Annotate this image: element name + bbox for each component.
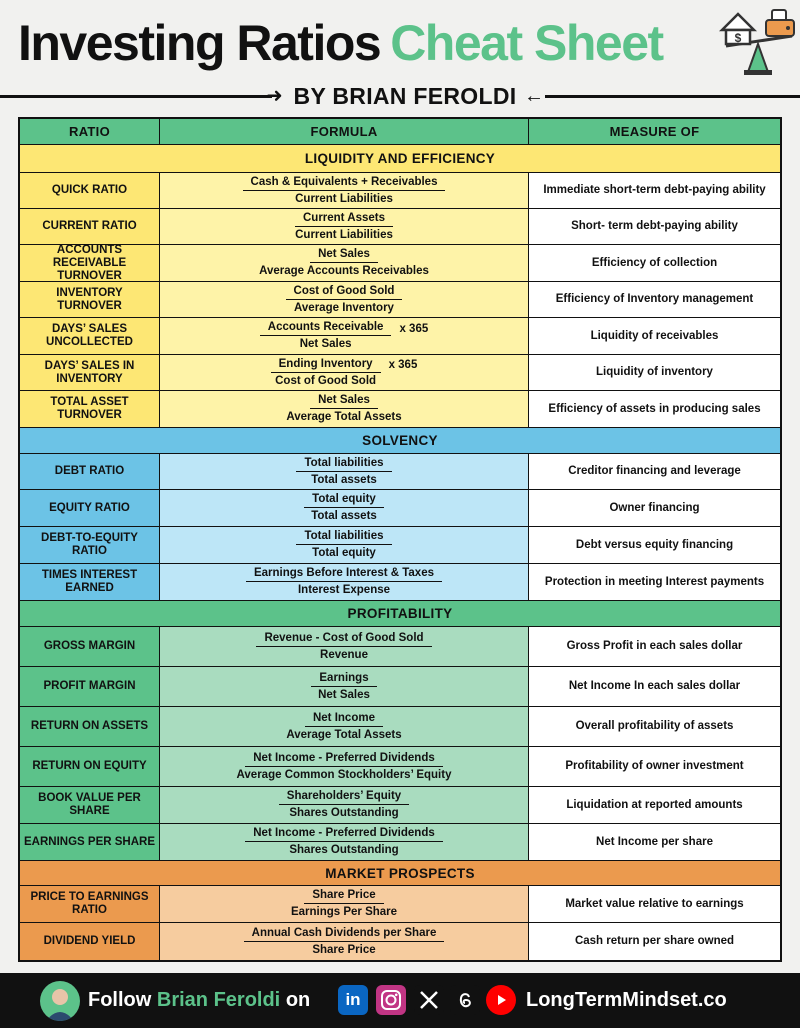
fraction: [304, 493, 384, 523]
linkedin-icon[interactable]: [338, 985, 368, 1015]
table-row: [20, 824, 780, 861]
ratio-name: CURRENT RATIO: [20, 209, 160, 244]
multiplier: x 365: [388, 359, 418, 371]
ratio-name: DAYS’ SALES IN INVENTORY: [20, 355, 160, 390]
table-row: [20, 490, 780, 527]
table-row: [20, 391, 780, 428]
denominator: Total equity: [312, 547, 376, 559]
formula: [160, 707, 529, 746]
formula: [160, 318, 529, 354]
formula-wrap: [296, 457, 391, 487]
denominator: Cost of Good Sold: [275, 374, 377, 387]
fraction: [246, 567, 442, 597]
measure: Net Income In each sales dollar: [529, 667, 780, 706]
follow-suffix: on: [285, 989, 311, 1011]
section-header-row: [20, 861, 780, 886]
table-row: [20, 355, 780, 391]
ratio-name: QUICK RATIO: [20, 173, 160, 208]
table-row: [20, 627, 780, 667]
formula-wrap: [244, 927, 445, 957]
fraction: [286, 285, 403, 315]
arrow-left-icon: ←: [524, 85, 544, 107]
table-row: [20, 282, 780, 318]
measure: Gross Profit in each sales dollar: [529, 627, 780, 666]
formula: [160, 490, 529, 526]
ratio-name: PRICE TO EARNINGS RATIO: [20, 886, 160, 922]
denominator: Interest Expense: [297, 584, 391, 596]
formula: [160, 391, 529, 427]
numerator: Net Income - Preferred Dividends: [245, 752, 443, 767]
follow-prefix: Follow: [88, 989, 152, 1011]
denominator: Average Inventory: [294, 301, 394, 314]
table-row: [20, 209, 780, 245]
measure: Overall profitability of assets: [529, 707, 780, 746]
title-part1: Investing Ratios: [18, 15, 381, 71]
numerator: Shareholders’ Equity: [279, 790, 409, 805]
formula: [160, 209, 529, 244]
byline-row: [0, 82, 800, 110]
ratio-name: DEBT RATIO: [20, 454, 160, 489]
measure: Protection in meeting Interest payments: [529, 564, 780, 600]
formula: [160, 787, 529, 823]
section-title: SOLVENCY: [20, 428, 780, 453]
avatar: [40, 981, 80, 1021]
fraction: [311, 672, 376, 702]
fraction: [243, 176, 446, 206]
byline: BY BRIAN FEROLDI: [293, 83, 517, 109]
formula: [160, 564, 529, 600]
ratio-name: EARNINGS PER SHARE: [20, 824, 160, 860]
numerator: Net Income: [305, 712, 383, 727]
denominator: Average Total Assets: [286, 411, 402, 423]
linkedin-label: in: [345, 990, 361, 1009]
table-row: [20, 787, 780, 824]
table-row: [20, 564, 780, 601]
formula-wrap: [311, 672, 376, 702]
section-header-row: [20, 428, 780, 454]
ratio-name: GROSS MARGIN: [20, 627, 160, 666]
denominator: Earnings Per Share: [290, 906, 398, 918]
table-row: [20, 923, 780, 960]
denominator: Total assets: [311, 473, 377, 486]
measure: Liquidity of inventory: [529, 355, 780, 390]
denominator: Current Liabilities: [295, 228, 393, 241]
denominator: Current Liabilities: [295, 192, 393, 205]
table-row: [20, 747, 780, 787]
formula-wrap: [286, 394, 401, 424]
fraction: [237, 752, 452, 782]
denominator: Average Total Assets: [286, 728, 402, 741]
ratio-name: RETURN ON ASSETS: [20, 707, 160, 746]
denominator: Shares Outstanding: [289, 807, 399, 819]
ratio-name: EQUITY RATIO: [20, 490, 160, 526]
fraction: [244, 927, 445, 957]
formula: [160, 355, 529, 390]
fraction: [259, 248, 429, 278]
ratios-table: [18, 117, 782, 962]
ratio-name: ACCOUNTS RECEIVABLE TURNOVER: [20, 245, 160, 281]
column-header: MEASURE OF: [529, 119, 780, 144]
column-header: RATIO: [20, 119, 160, 144]
measure: Market value relative to earnings: [529, 886, 780, 922]
section-title: PROFITABILITY: [20, 601, 780, 626]
section-title: MARKET PROSPECTS: [20, 861, 780, 885]
numerator: Cost of Good Sold: [286, 285, 403, 300]
fraction: [260, 321, 392, 351]
formula: [160, 667, 529, 706]
instagram-icon[interactable]: [376, 985, 406, 1015]
table-row: [20, 886, 780, 923]
measure: Debt versus equity financing: [529, 527, 780, 563]
ratio-name: DAYS’ SALES UNCOLLECTED: [20, 318, 160, 354]
ratio-name: DEBT-TO-EQUITY RATIO: [20, 527, 160, 563]
numerator: Earnings Before Interest & Taxes: [246, 567, 442, 582]
numerator: Net Sales: [310, 248, 378, 263]
formula-wrap: [271, 358, 418, 388]
fraction: [296, 457, 391, 487]
measure: Liquidity of receivables: [529, 318, 780, 354]
page-title: [18, 8, 663, 78]
header: [0, 0, 800, 112]
measure: Efficiency of assets in producing sales: [529, 391, 780, 427]
numerator: Net Sales: [310, 394, 378, 409]
table-row: [20, 245, 780, 282]
denominator: Net Sales: [318, 688, 370, 701]
ratio-name: INVENTORY TURNOVER: [20, 282, 160, 317]
formula: [160, 886, 529, 922]
formula: [160, 454, 529, 489]
numerator: Total equity: [304, 493, 384, 508]
section-title: LIQUIDITY AND EFFICIENCY: [20, 145, 780, 172]
ratio-name: TOTAL ASSET TURNOVER: [20, 391, 160, 427]
formula-wrap: [246, 567, 442, 597]
numerator: Accounts Receivable: [260, 321, 392, 336]
follow-name[interactable]: Brian Feroldi: [156, 989, 281, 1011]
svg-text:$: $: [734, 31, 742, 45]
numerator: Annual Cash Dividends per Share: [244, 927, 445, 942]
formula-wrap: [279, 790, 409, 820]
numerator: Revenue - Cost of Good Sold: [256, 632, 431, 647]
fraction: [279, 790, 409, 820]
measure: Efficiency of collection: [529, 245, 780, 281]
formula: [160, 282, 529, 317]
measure: Cash return per share owned: [529, 923, 780, 960]
formula-wrap: [296, 530, 391, 560]
formula-wrap: [237, 752, 452, 782]
measure: Owner financing: [529, 490, 780, 526]
table-row: [20, 707, 780, 747]
denominator: Revenue: [320, 648, 368, 661]
formula: [160, 747, 529, 786]
fraction: [245, 827, 443, 857]
numerator: Net Income - Preferred Dividends: [245, 827, 443, 842]
numerator: Total liabilities: [296, 457, 391, 472]
numerator: Earnings: [311, 672, 376, 687]
numerator: Ending Inventory: [271, 358, 381, 373]
formula-wrap: [286, 285, 403, 315]
measure: Profitability of owner investment: [529, 747, 780, 786]
ratio-name: RETURN ON EQUITY: [20, 747, 160, 786]
measure: Creditor financing and leverage: [529, 454, 780, 489]
website-link[interactable]: LongTermMindset.co: [526, 989, 727, 1011]
ratio-name: PROFIT MARGIN: [20, 667, 160, 706]
threads-icon[interactable]: [450, 985, 480, 1015]
fraction: [296, 530, 391, 560]
formula: [160, 923, 529, 960]
formula: [160, 245, 529, 281]
numerator: Share Price: [304, 889, 383, 904]
column-header: FORMULA: [160, 119, 529, 144]
formula-wrap: [243, 176, 446, 206]
formula-wrap: [291, 889, 397, 919]
table-row: [20, 173, 780, 209]
formula-wrap: [260, 321, 428, 351]
numerator: Current Assets: [295, 212, 393, 227]
formula-wrap: [245, 827, 443, 857]
fraction: [271, 358, 381, 388]
ratio-name: TIMES INTEREST EARNED: [20, 564, 160, 600]
measure: Liquidation at reported amounts: [529, 787, 780, 823]
measure: Net Income per share: [529, 824, 780, 860]
formula-wrap: [295, 212, 393, 242]
arrow-right-icon: ➜: [266, 85, 283, 107]
multiplier: x 365: [399, 322, 429, 335]
section-header-row: [20, 601, 780, 627]
fraction: [256, 632, 431, 662]
fraction: [295, 212, 393, 242]
formula-wrap: [304, 493, 384, 523]
footer: [0, 973, 800, 1028]
fraction: [286, 394, 401, 424]
denominator: Net Sales: [299, 338, 352, 350]
formula: [160, 627, 529, 666]
table-header-row: [20, 119, 780, 145]
house-scale-icon: [718, 6, 798, 80]
x-icon[interactable]: [414, 985, 444, 1015]
table-row: [20, 318, 780, 355]
denominator: Average Accounts Receivables: [259, 265, 429, 277]
table-row: [20, 454, 780, 490]
formula: [160, 527, 529, 563]
denominator: Share Price: [312, 943, 376, 956]
youtube-icon[interactable]: [486, 985, 516, 1015]
fraction: [286, 712, 401, 742]
fraction: [291, 889, 397, 919]
numerator: Total liabilities: [296, 530, 391, 545]
section-header-row: [20, 145, 780, 173]
denominator: Average Common Stockholders’ Equity: [236, 768, 452, 781]
formula: [160, 173, 529, 208]
measure: Short- term debt-paying ability: [529, 209, 780, 244]
follow-text: [88, 986, 310, 1014]
formula: [160, 824, 529, 860]
title-part2: Cheat Sheet: [390, 15, 663, 71]
table-row: [20, 527, 780, 564]
divider: [545, 95, 800, 98]
measure: Immediate short-term debt-paying ability: [529, 173, 780, 208]
formula-wrap: [256, 632, 431, 662]
formula-wrap: [259, 248, 429, 278]
measure: Efficiency of Inventory management: [529, 282, 780, 317]
table-row: [20, 667, 780, 707]
formula-wrap: [286, 712, 401, 742]
numerator: Cash & Equivalents + Receivables: [243, 176, 446, 191]
denominator: Total assets: [311, 510, 377, 522]
denominator: Shares Outstanding: [289, 844, 399, 856]
ratio-name: DIVIDEND YIELD: [20, 923, 160, 960]
divider: [0, 95, 272, 98]
ratio-name: BOOK VALUE PER SHARE: [20, 787, 160, 823]
